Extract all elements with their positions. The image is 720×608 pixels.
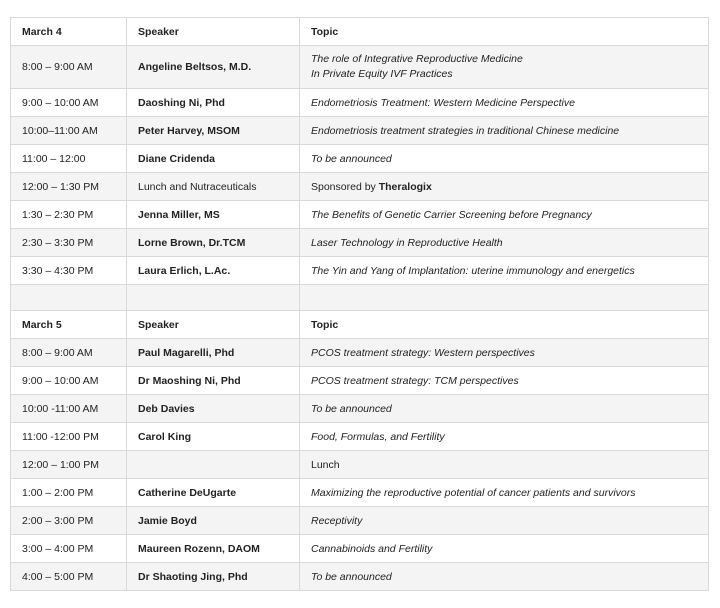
time-cell: 1:00 – 2:00 PM <box>11 479 127 507</box>
time-cell: 2:00 – 3:00 PM <box>11 507 127 535</box>
table-row <box>11 563 709 591</box>
table-row <box>11 423 709 451</box>
speaker-cell: Jamie Boyd <box>127 507 300 535</box>
speaker-cell: Maureen Rozenn, DAOM <box>127 535 300 563</box>
topic-cell: Lunch <box>300 451 709 479</box>
day1-header-row <box>11 18 709 46</box>
time-cell: 2:30 – 3:30 PM <box>11 229 127 257</box>
day1-date-header: March 4 <box>11 18 127 46</box>
topic-cell: To be announced <box>300 395 709 423</box>
table-row <box>11 173 709 201</box>
topic-cell <box>300 46 709 89</box>
speaker-header: Speaker <box>127 18 300 46</box>
speaker-cell: Laura Erlich, L.Ac. <box>127 257 300 285</box>
table-row <box>11 117 709 145</box>
time-cell: 3:00 – 4:00 PM <box>11 535 127 563</box>
speaker-cell: Daoshing Ni, Phd <box>127 89 300 117</box>
speaker-cell: Peter Harvey, MSOM <box>127 117 300 145</box>
topic-line: The role of Integrative Reproductive Medicine <box>311 53 523 65</box>
time-cell: 8:00 – 9:00 AM <box>11 339 127 367</box>
sponsor-prefix: Sponsored by <box>311 180 379 193</box>
topic-cell: The Benefits of Genetic Carrier Screening before Pregnancy <box>300 201 709 229</box>
topic-cell: Food, Formulas, and Fertility <box>300 423 709 451</box>
topic-line: In Private Equity IVF Practices <box>311 68 453 80</box>
schedule-table <box>10 17 709 591</box>
speaker-cell: Angeline Beltsos, M.D. <box>127 46 300 89</box>
table-row <box>11 395 709 423</box>
topic-cell: To be announced <box>300 145 709 173</box>
topic-cell: PCOS treatment strategy: TCM perspectives <box>300 367 709 395</box>
topic-cell: Laser Technology in Reproductive Health <box>300 229 709 257</box>
day2-header-row <box>11 311 709 339</box>
speaker-cell: Lunch and Nutraceuticals <box>127 173 300 201</box>
time-cell: 11:00 – 12:00 <box>11 145 127 173</box>
speaker-cell: Dr Shaoting Jing, Phd <box>127 563 300 591</box>
speaker-cell: Diane Cridenda <box>127 145 300 173</box>
topic-cell: Receptivity <box>300 507 709 535</box>
time-cell: 4:00 – 5:00 PM <box>11 563 127 591</box>
empty-cell <box>127 285 300 311</box>
speaker-cell: Lorne Brown, Dr.TCM <box>127 229 300 257</box>
speaker-header: Speaker <box>127 311 300 339</box>
time-cell: 12:00 – 1:30 PM <box>11 173 127 201</box>
time-cell: 8:00 – 9:00 AM <box>11 46 127 89</box>
table-row <box>11 145 709 173</box>
table-row <box>11 451 709 479</box>
topic-cell: The Yin and Yang of Implantation: uterine immunology and energetics <box>300 257 709 285</box>
day2-date-header: March 5 <box>11 311 127 339</box>
topic-cell <box>300 173 709 201</box>
speaker-cell: Carol King <box>127 423 300 451</box>
table-row <box>11 201 709 229</box>
sponsor-name: Theralogix <box>378 180 432 193</box>
table-row <box>11 46 709 89</box>
time-cell: 12:00 – 1:00 PM <box>11 451 127 479</box>
topic-cell: To be announced <box>300 563 709 591</box>
topic-cell: PCOS treatment strategy: Western perspectives <box>300 339 709 367</box>
topic-cell: Cannabinoids and Fertility <box>300 535 709 563</box>
topic-cell: Endometriosis treatment strategies in traditional Chinese medicine <box>300 117 709 145</box>
table-row <box>11 257 709 285</box>
table-row <box>11 229 709 257</box>
topic-cell: Maximizing the reproductive potential of cancer patients and survivors <box>300 479 709 507</box>
time-cell: 10:00–11:00 AM <box>11 117 127 145</box>
time-cell: 3:30 – 4:30 PM <box>11 257 127 285</box>
spacer-row <box>11 285 709 311</box>
speaker-cell: Paul Magarelli, Phd <box>127 339 300 367</box>
speaker-cell: Catherine DeUgarte <box>127 479 300 507</box>
speaker-cell: Deb Davies <box>127 395 300 423</box>
time-cell: 11:00 -12:00 PM <box>11 423 127 451</box>
table-row <box>11 479 709 507</box>
table-row <box>11 367 709 395</box>
time-cell: 9:00 – 10:00 AM <box>11 367 127 395</box>
time-cell: 1:30 – 2:30 PM <box>11 201 127 229</box>
topic-cell: Endometriosis Treatment: Western Medicine Perspective <box>300 89 709 117</box>
table-row <box>11 535 709 563</box>
table-row <box>11 339 709 367</box>
speaker-cell <box>127 451 300 479</box>
empty-cell <box>300 285 709 311</box>
empty-cell <box>11 285 127 311</box>
topic-header: Topic <box>300 18 709 46</box>
topic-header: Topic <box>300 311 709 339</box>
speaker-cell: Jenna Miller, MS <box>127 201 300 229</box>
time-cell: 9:00 – 10:00 AM <box>11 89 127 117</box>
table-row <box>11 507 709 535</box>
speaker-cell: Dr Maoshing Ni, Phd <box>127 367 300 395</box>
table-row <box>11 89 709 117</box>
time-cell: 10:00 -11:00 AM <box>11 395 127 423</box>
